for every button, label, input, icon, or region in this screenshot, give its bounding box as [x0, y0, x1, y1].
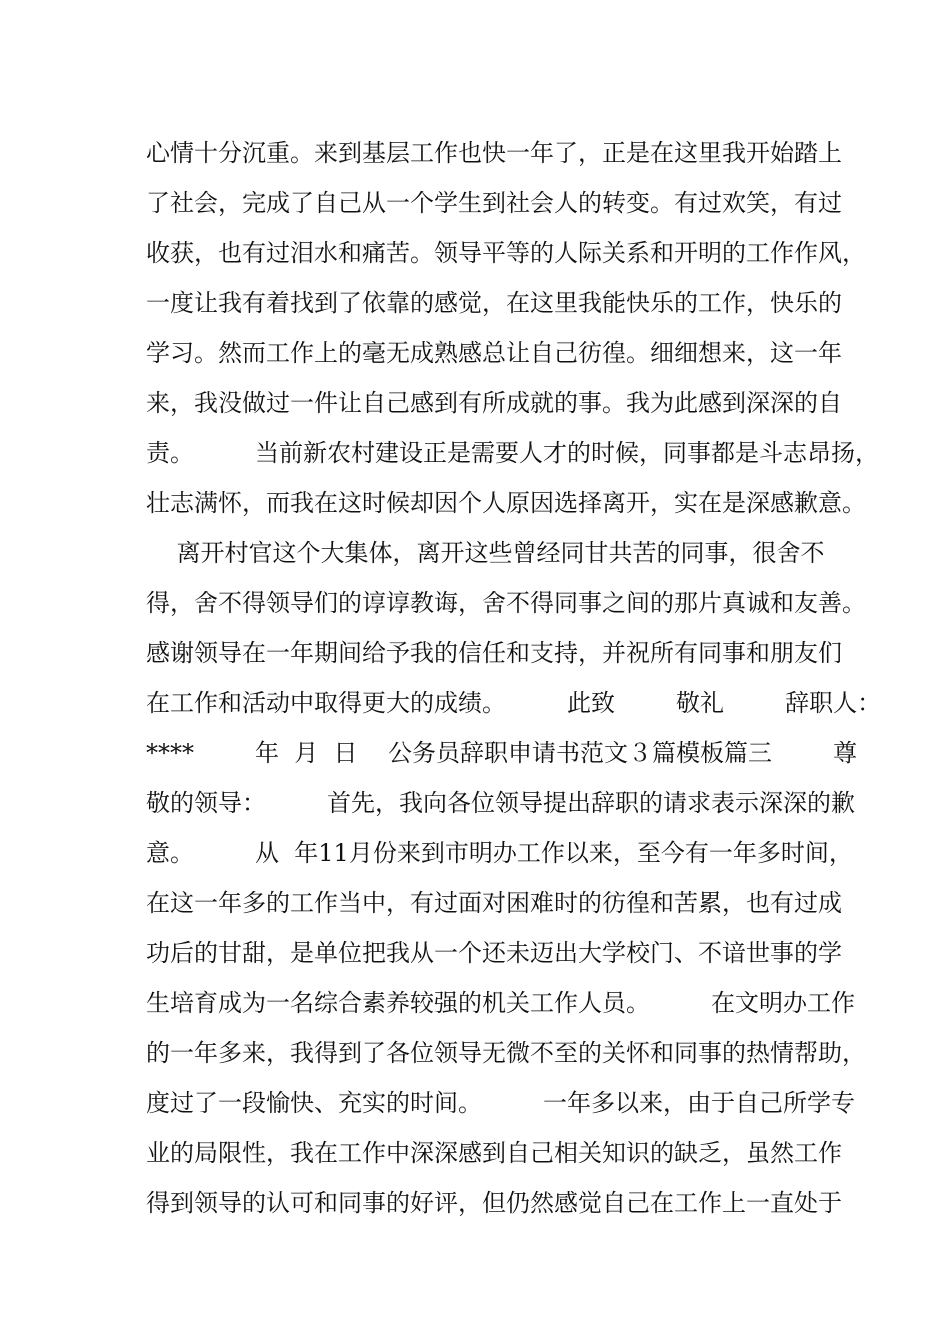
document-body: [146, 128, 882, 1228]
text-line: 在这一年多的工作当中，有过面对困难时的彷徨和苦累，也有过成: [146, 889, 842, 917]
text-line: 的一年多来，我得到了各位领导无微不至的关怀和同事的热情帮助，: [146, 1039, 866, 1067]
text-line: **** 年 月 日 公务员辞职申请书范文３篇模板篇三 尊: [146, 739, 858, 767]
text-line: 意。 从 年11月份来到市明办工作以来，至今有一年多时间，: [146, 839, 853, 867]
text-line: 离开村官这个大集体，离开这些曾经同甘共苦的同事，很舍不: [146, 539, 825, 567]
text-line: 敬的领导： 首先，我向各位领导提出辞职的请求表示深深的歉: [146, 789, 856, 817]
text-line: 责。 当前新农村建设正是需要人才的时候，同事都是斗志昂扬，: [146, 439, 880, 467]
text-line: 心情十分沉重。来到基层工作也快一年了，正是在这里我开始踏上: [146, 139, 842, 167]
text-line: 在工作和活动中取得更大的成绩。 此致 敬礼 辞职人：: [146, 689, 882, 717]
text-line: 度过了一段愉快、充实的时间。 一年多以来，由于自己所学专: [146, 1089, 856, 1117]
text-line: 壮志满怀，而我在这时候却因个人原因选择离开，实在是深感歉意。: [146, 489, 866, 517]
text-line: 来，我没做过一件让自己感到有所成就的事。我为此感到深深的自: [146, 389, 842, 417]
text-line: 业的局限性，我在工作中深深感到自己相关知识的缺乏，虽然工作: [146, 1139, 842, 1167]
text-line: 得到领导的认可和同事的好评，但仍然感觉自己在工作上一直处于: [146, 1189, 842, 1217]
text-line: 一度让我有着找到了依靠的感觉，在这里我能快乐的工作，快乐的: [146, 289, 842, 317]
text-line: 生培育成为一名综合素养较强的机关工作人员。 在文明办工作: [146, 989, 856, 1017]
text-line: 收获，也有过泪水和痛苦。领导平等的人际关系和开明的工作作风，: [146, 239, 866, 267]
text-line: 感谢领导在一年期间给予我的信任和支持，并祝所有同事和朋友们: [146, 639, 842, 667]
text-line: 得，舍不得领导们的谆谆教诲，舍不得同事之间的那片真诚和友善。: [146, 589, 866, 617]
text-line: 功后的甘甜，是单位把我从一个还未迈出大学校门、不谙世事的学: [146, 939, 842, 967]
text-line: 了社会，完成了自己从一个学生到社会人的转变。有过欢笑，有过: [146, 189, 842, 217]
text-line: 学习。然而工作上的毫无成熟感总让自己彷徨。细细想来，这一年: [146, 339, 842, 367]
